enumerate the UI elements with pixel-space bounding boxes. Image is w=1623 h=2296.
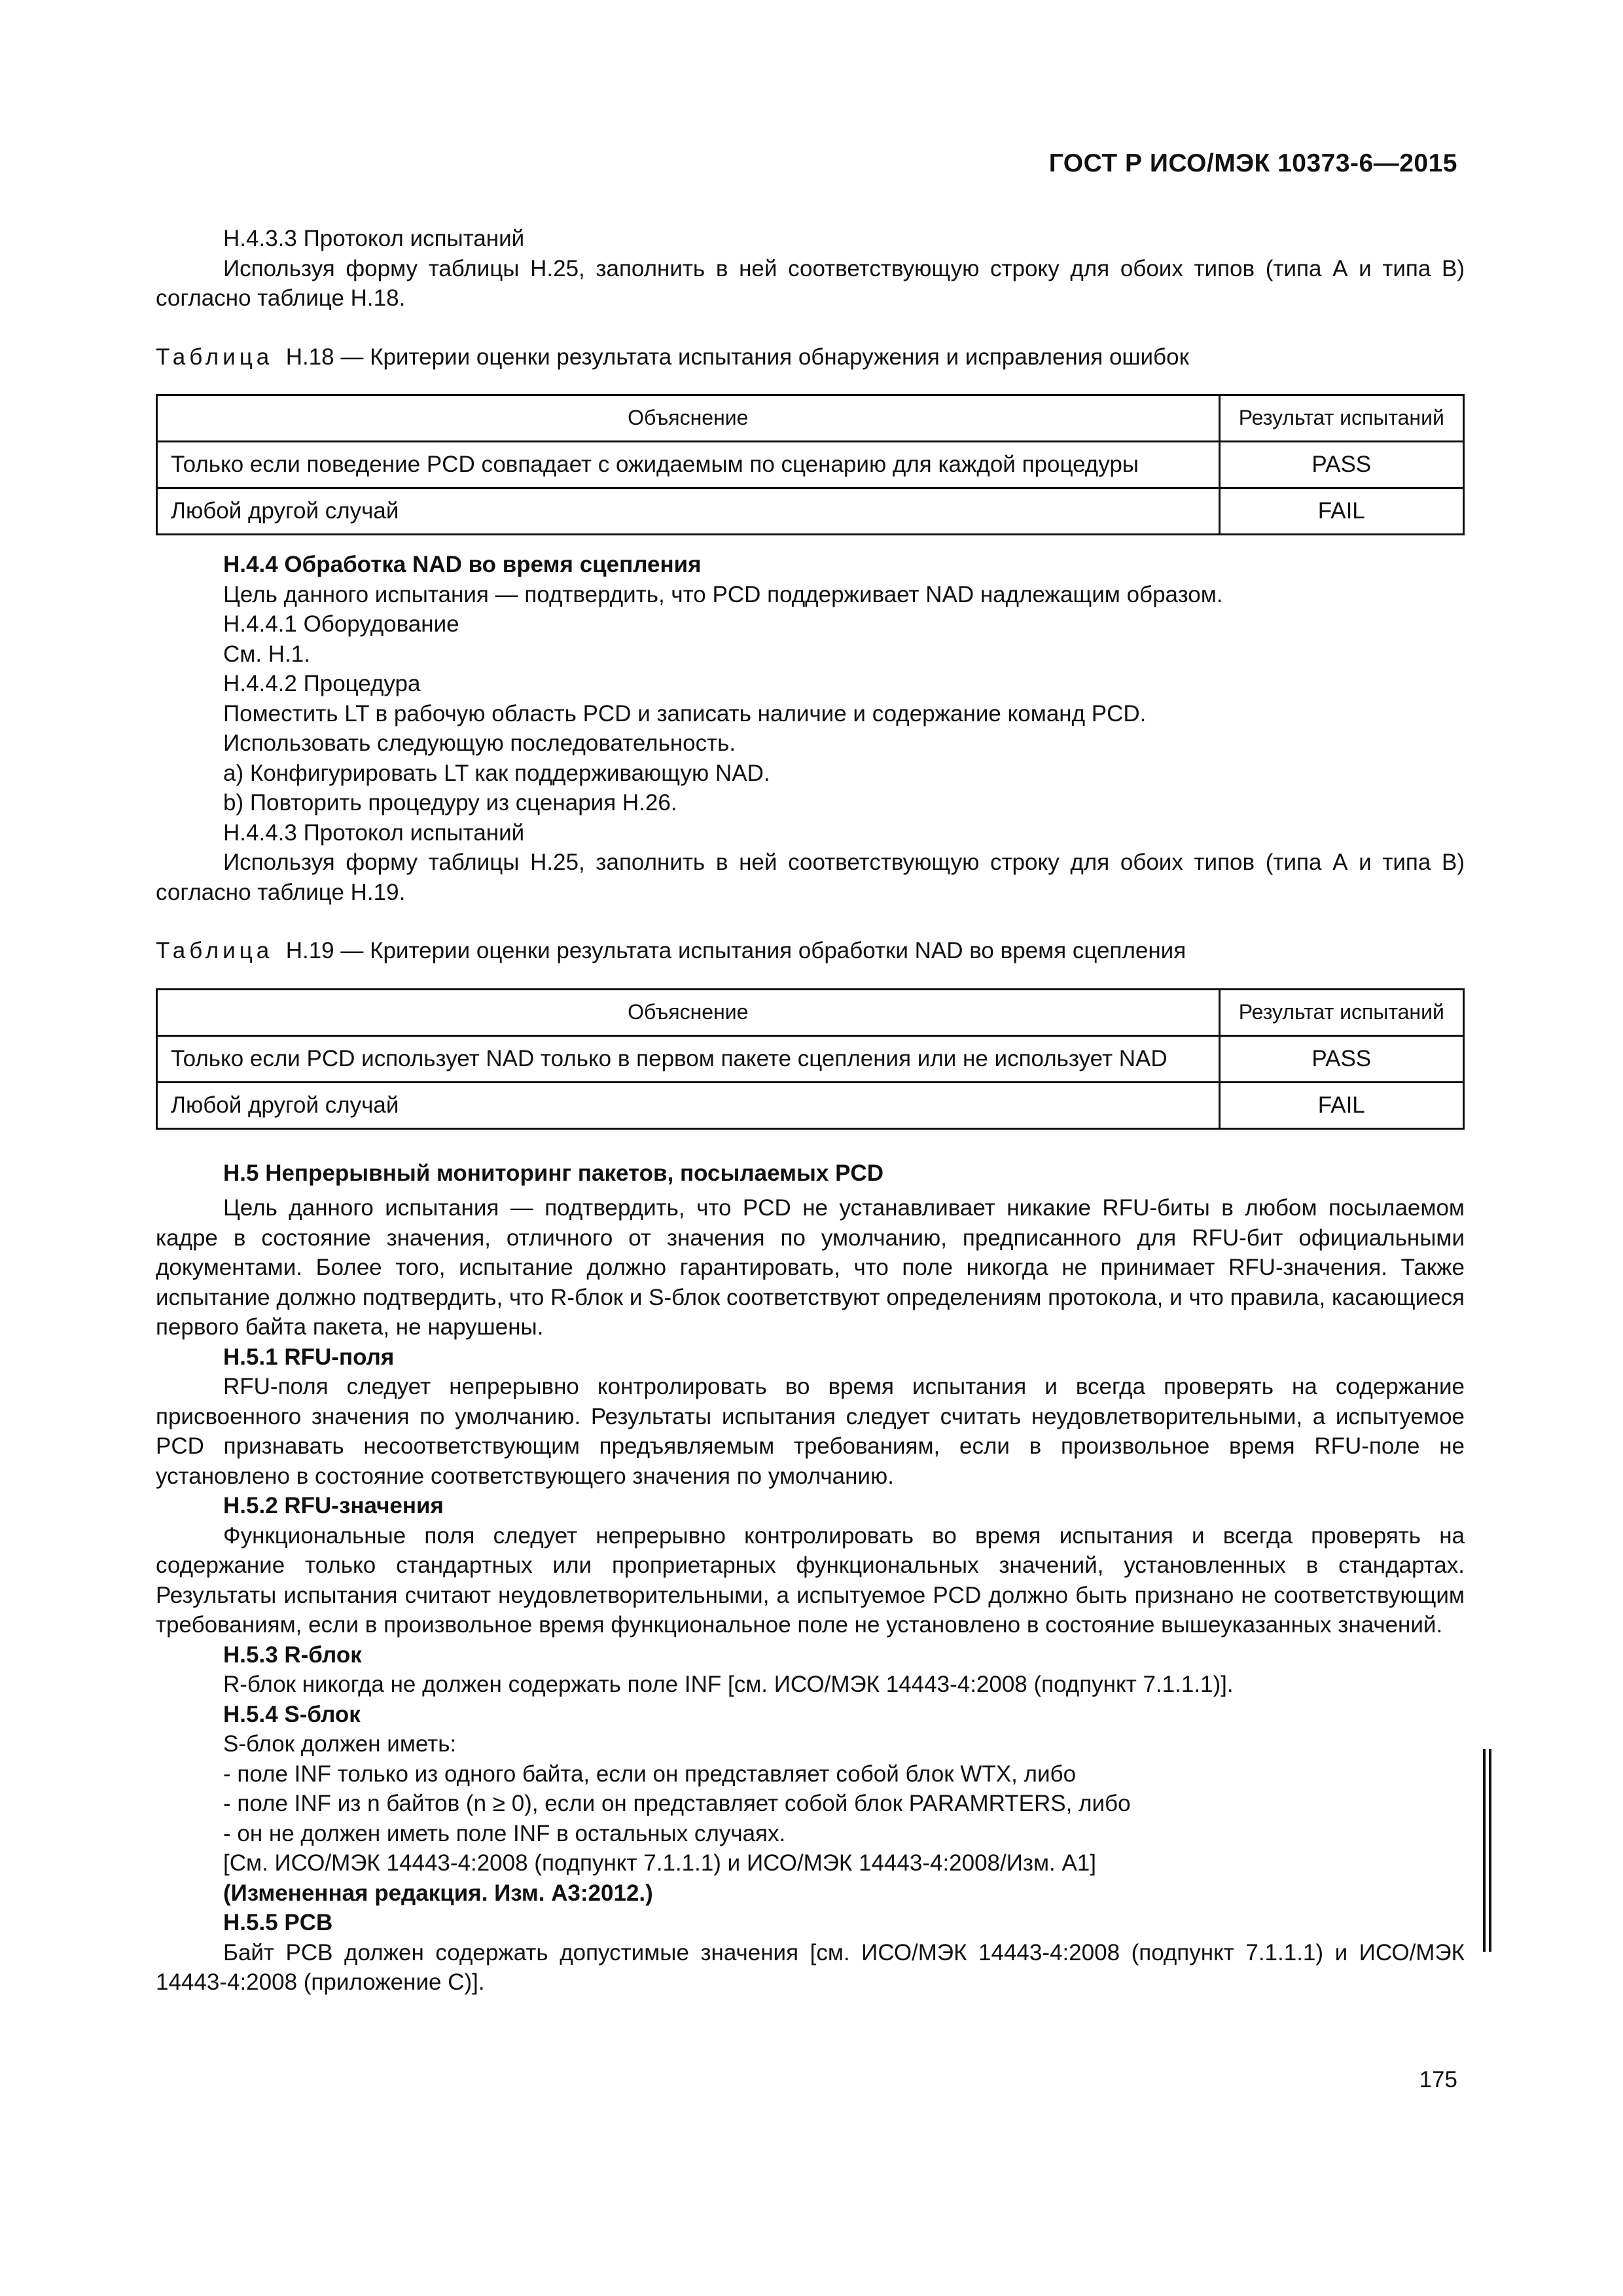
page-number: 175 [1419, 2067, 1457, 2092]
table-header-row [157, 989, 1464, 1035]
table-h18 [156, 394, 1465, 535]
table-cell-result: PASS [1219, 1035, 1463, 1082]
table-row [157, 442, 1464, 488]
document-body [156, 224, 1465, 1998]
text-line: См. Н.1. [223, 641, 310, 667]
table-row [157, 488, 1464, 535]
table-row [157, 1035, 1464, 1082]
text-line: [См. ИСО/МЭК 14443-4:2008 (подпункт 7.1.1.1) и ИСО/МЭК 14443-4:2008/Изм. А1] [223, 1850, 1096, 1876]
document-header: ГОСТ Р ИСО/МЭК 10373-6—2015 [1048, 149, 1457, 177]
section-heading-h44: Н.4.4 Обработка NAD во время сцепления [223, 552, 702, 577]
table-cell-explanation: Любой другой случай [157, 1082, 1220, 1128]
table-row [157, 1082, 1464, 1128]
column-header-explanation: Объяснение [157, 989, 1220, 1035]
paragraph-h52: Функциональные поля следует непрерывно контролировать во время испытания и всегда проверять на содержание только стандартных или проприетарных функциональных значений, установленных в стандартах. Результаты испытания считают неудовлетворительными, а испытуемое PCD должно быть признано не соответствующим требованиям, если в произвольное время функциональное поле не установлено в состояние вышеуказанных значений. [156, 1522, 1465, 1638]
table-h18-caption [156, 342, 1465, 372]
paragraph-h51: RFU-поля следует непрерывно контролировать во время испытания и всегда проверять на содержание присвоенного значения по умолчанию. Результаты испытания следует считать неудовлетворительными, а испытуемое PCD признавать несоответствующим предъявляемым требованиям, если в произвольное время RFU-поле не установлено в состояние соответствующего значения по умолчанию. [156, 1374, 1465, 1489]
paragraph-h53: R-блок никогда не должен содержать поле INF [см. ИСО/МЭК 14443-4:2008 (подпункт 7.1.1.1)]. [223, 1672, 1234, 1697]
paragraph-h5: Цель данного испытания — подтвердить, что PCD не устанавливает никакие RFU-биты в любом посылаемом кадре в состояние значения, отличного от значения по умолчанию, предписанного для RFU-бит официальными документами. Более того, испытание должно гарантировать, что поле никогда не принимает RFU-значения. Также испытание должно подтвердить, что R-блок и S-блок соответствуют определениям протокола, и что правила, касающиеся первого байта пакета, не нарушены. [156, 1195, 1465, 1340]
section-heading-h53: Н.5.3 R-блок [223, 1641, 362, 1668]
text-line: Поместить LT в рабочую область PCD и записать наличие и содержание команд PCD. [223, 700, 1147, 726]
table-cell-result: FAIL [1219, 1082, 1463, 1128]
table-h19-caption [156, 936, 1465, 966]
section-heading-h51: Н.5.1 RFU-поля [223, 1344, 395, 1370]
list-item: - он не должен иметь поле INF в остальных случаях. [223, 1820, 786, 1846]
table-caption-text: Н.18 — Критерии оценки результата испытания обнаружения и исправления ошибок [285, 344, 1189, 370]
column-header-result: Результат испытаний [1219, 395, 1463, 442]
column-header-explanation: Объяснение [157, 395, 1220, 442]
list-item: - поле INF только из одного байта, если он представляет собой блок WTX, либо [223, 1761, 1077, 1787]
paragraph-protocol-h19: Используя форму таблицы Н.25, заполнить в ней соответствующую строку для обоих типов (типа А и типа В) согласно таблице Н.19. [156, 850, 1465, 905]
text-line: S-блок должен иметь: [223, 1731, 457, 1757]
text-line: Цель данного испытания — подтвердить, что PCD поддерживает NAD надлежащим образом. [223, 581, 1223, 607]
table-caption-prefix: Таблица [156, 344, 274, 370]
text-line: а) Конфигурировать LT как поддерживающую NAD. [223, 760, 770, 786]
section-heading-h54: Н.5.4 S-блок [223, 1701, 361, 1727]
list-item: - поле INF из n байтов (n ≥ 0), если он представляет собой блок PARAMRTERS, либо [223, 1791, 1131, 1816]
table-header-row [157, 395, 1464, 442]
text-line: Н.4.4.1 Оборудование [223, 611, 459, 637]
section-heading-h5: Н.5 Непрерывный мониторинг пакетов, посылаемых PCD [223, 1160, 883, 1186]
table-caption-text: Н.19 — Критерии оценки результата испытания обработки NAD во время сцепления [285, 938, 1186, 963]
table-cell-explanation: Только если PCD использует NAD только в первом пакете сцепления или не использует NAD [157, 1035, 1220, 1082]
text-line: b) Повторить процедуру из сценария Н.26. [223, 790, 677, 816]
text-line: Н.4.4.2 Процедура [223, 671, 421, 696]
table-cell-explanation: Только если поведение PCD совпадает с ожидаемым по сценарию для каждой процедуры [157, 442, 1220, 488]
table-cell-result: PASS [1219, 442, 1463, 488]
column-header-result: Результат испытаний [1219, 989, 1463, 1035]
change-margin-bar [1483, 1749, 1492, 1952]
table-h19 [156, 988, 1465, 1130]
table-cell-result: FAIL [1219, 488, 1463, 535]
table-cell-explanation: Любой другой случай [157, 488, 1220, 535]
section-heading-h52: Н.5.2 RFU-значения [223, 1493, 444, 1518]
text-line: Н.4.4.3 Протокол испытаний [223, 819, 525, 846]
section-heading-h433: Н.4.3.3 Протокол испытаний [223, 226, 525, 251]
section-heading-h55: Н.5.5 PCB [223, 1910, 333, 1935]
text-line: Использовать следующую последовательность. [223, 730, 736, 756]
amendment-note: (Измененная редакция. Изм. А3:2012.) [223, 1880, 653, 1906]
table-caption-prefix: Таблица [156, 938, 274, 963]
paragraph-h55: Байт PCB должен содержать допустимые значения [см. ИСО/МЭК 14443-4:2008 (подпункт 7.1.1.1) и ИСО/МЭК 14443-4:2008 (приложение С)]. [156, 1939, 1465, 1995]
paragraph-protocol-h18: Используя форму таблицы Н.25, заполнить в ней соответствующую строку для обоих типов (типа А и типа В) согласно таблице Н.18. [156, 255, 1465, 311]
